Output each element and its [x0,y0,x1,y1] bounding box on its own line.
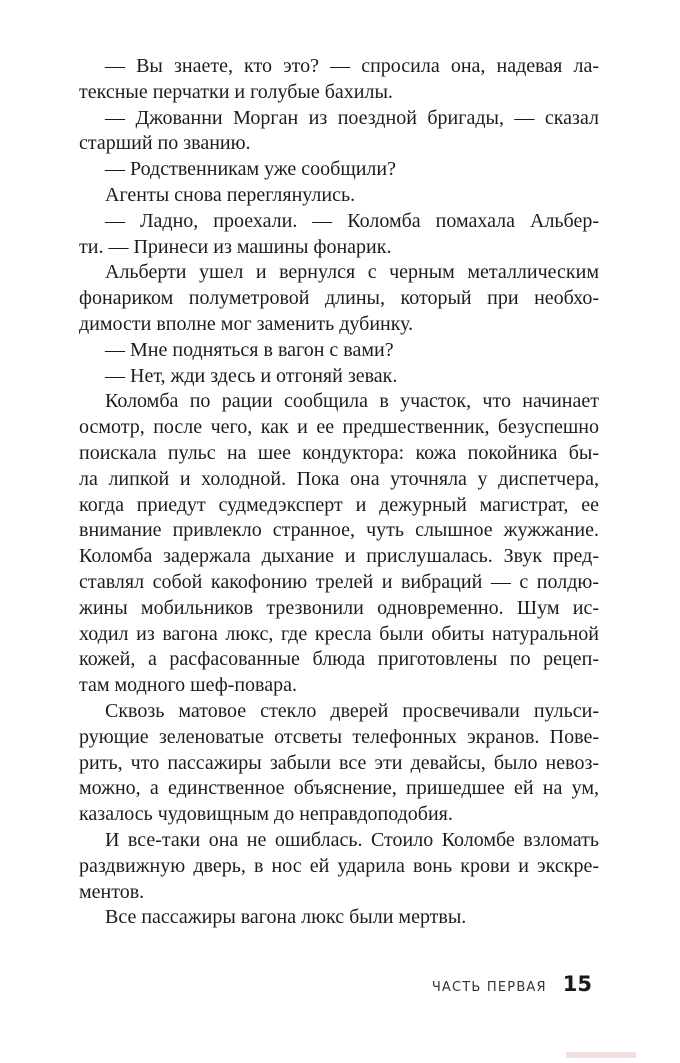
text-line: Коломба по рации сообщила в участок, что начинает [105,390,599,413]
text-line: жины мобильников трезвонили одновременно. Шум ис- [79,596,599,619]
text-line: рить, что пассажиры забыли все эти девайсы, было невоз- [79,751,599,774]
text-line: — Родственникам уже сообщили? [105,158,396,181]
scan-edge-mark [566,1052,636,1058]
text-line: можно, а единственное объяснение, пришедшее ей на ум, [79,777,599,800]
text-line: ти. — Принеси из машины фонарик. [79,235,392,258]
text-line: осмотр, после чего, как и ее предшественник, безуспешно [79,416,599,439]
text-line: ходил из вагона люкс, где кресла были обиты натуральной [79,622,599,645]
text-line: тексные перчатки и голубые бахилы. [79,80,393,103]
text-line: И все-таки она не ошиблась. Стоило Коломбе взломать [105,828,599,851]
text-line: там модного шеф-повара. [79,674,297,697]
text-line: — Мне подняться в вагон с вами? [105,338,394,361]
text-line: поискала пульс на шее кондуктора: кожа покойника бы- [79,441,599,464]
text-line: фонариком полуметровой длины, который при необхо- [79,287,599,310]
section-label: ЧАСТЬ ПЕРВАЯ [431,980,547,995]
text-line: — Нет, жди здесь и отгоняй зевак. [105,364,398,387]
text-line: ставлял собой какофонию трелей и вибраций — с полдю- [79,570,599,593]
body-text [79,54,599,931]
text-line: ла липкой и холодной. Пока она уточняла у диспетчера, [79,467,599,490]
text-line: казалось чудовищным до неправдоподобия. [79,803,453,826]
text-line: внимание привлекло странное, чуть слышное жужжание. [79,519,599,542]
text-line: Все пассажиры вагона люкс были мертвы. [105,906,467,929]
text-line: Агенты снова переглянулись. [105,183,356,206]
text-line: рующие зеленоватые отсветы телефонных экранов. Пове- [79,725,599,748]
text-line: когда приедут судмедэксперт и дежурный магистрат, ее [79,493,599,516]
text-line: — Джованни Морган из поездной бригады, — сказал [105,106,599,129]
text-line: димости вполне мог заменить дубинку. [79,312,414,335]
text-line: ментов. [79,880,145,903]
text-line: Сквозь матовое стекло дверей просвечивали пульси- [105,699,599,722]
text-line: старший по званию. [79,132,251,155]
text-line: кожей, а расфасованные блюда приготовлены по рецеп- [79,648,599,671]
text-line: — Ладно, проехали. — Коломба помахала Альбер- [105,209,599,232]
text-line: — Вы знаете, кто это? — спросила она, надевая ла- [105,55,599,77]
text-line: Коломба задержала дыхание и прислушалась. Звук пред- [79,545,599,568]
page-footer [432,972,592,996]
text-line: Альберти ушел и вернулся с черным металлическим [105,261,599,284]
page-number: 15 [562,972,592,996]
text-line: раздвижную дверь, в нос ей ударила вонь крови и экскре- [79,854,599,877]
